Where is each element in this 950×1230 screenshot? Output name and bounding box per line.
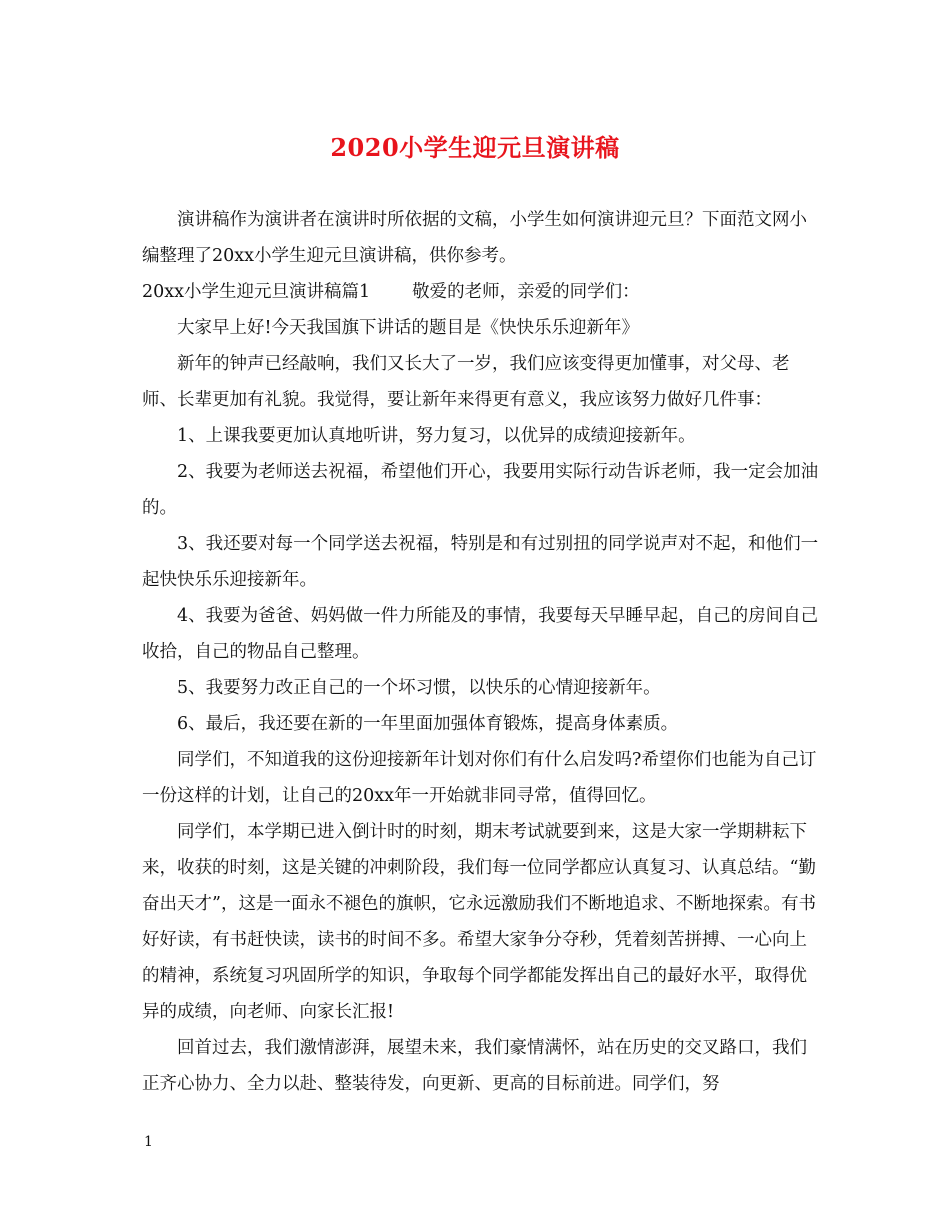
list-item: 5、我要努力改正自己的一个坏习惯，以快乐的心情迎接新年。 — [177, 678, 661, 698]
body-paragraph: 同学们，本学期已进入倒计时的时刻，期末考试就要到来，这是大家一学期耕耘下来，收获的时刻，这是关键的冲刺阶段，我们每一位同学都应认真复习、认真总结。“勤奋出天才”，这是一面永不褪色的旗帜，它永远激励我们不断地追求、不断地探索。有书好好读，有书赶快读，读书的时间不多。希望大家争分夺秒，凭着刻苦拼搏、一心向上的精神，系统复习巩固所学的知识，争取每个同学都能发挥出自己的最好水平，取得优异的成绩，向老师、向家长汇报! — [142, 822, 816, 1022]
speech-heading: 20xx小学生迎元旦演讲稿篇1 — [142, 282, 371, 302]
intro-paragraph: 演讲稿作为演讲者在演讲时所依据的文稿，小学生如何演讲迎元旦？下面范文网小编整理了20xx小学生迎元旦演讲稿，供你参考。 — [142, 210, 807, 266]
speech-salutation: 敬爱的老师，亲爱的同学们： — [412, 282, 640, 302]
list-item: 6、最后，我还要在新的一年里面加强体育锻炼，提高身体素质。 — [177, 714, 679, 734]
body-paragraph: 回首过去，我们激情澎湃，展望未来，我们豪情满怀，站在历史的交叉路口，我们正齐心协力、全力以赴、整装待发，向更新、更高的目标前进。同学们，努 — [142, 1038, 807, 1094]
body-paragraph: 新年的钟声已经敲响，我们又长大了一岁，我们应该变得更加懂事，对父母、老师、长辈更加有礼貌。我觉得，要让新年来得更有意义，我应该努力做好几件事： — [142, 354, 790, 410]
document-body — [142, 202, 822, 1102]
body-paragraph: 同学们，不知道我的这份迎接新年计划对你们有什么启发吗?希望你们也能为自己订一份这样的计划，让自己的20xx年一开始就非同寻常，值得回忆。 — [142, 750, 817, 806]
list-item: 4、我要为爸爸、妈妈做一件力所能及的事情，我要每天早睡早起，自己的房间自己收拾，自己的物品自己整理。 — [142, 606, 819, 662]
list-item: 2、我要为老师送去祝福，希望他们开心，我要用实际行动告诉老师，我一定会加油的。 — [142, 462, 819, 518]
list-item: 3、我还要对每一个同学送去祝福，特别是和有过别扭的同学说声对不起，和他们一 起快快乐乐迎接新年。 — [142, 534, 819, 590]
speech-heading-line — [142, 274, 822, 310]
document-title: 2020小学生迎元旦演讲稿 — [330, 133, 620, 162]
body-paragraph: 大家早上好!今天我国旗下讲话的题目是《快快乐乐迎新年》 — [177, 318, 640, 338]
page-number: 1 — [144, 1134, 153, 1150]
list-item: 1、上课我要更加认真地听讲，努力复习，以优异的成绩迎接新年。 — [177, 426, 696, 446]
